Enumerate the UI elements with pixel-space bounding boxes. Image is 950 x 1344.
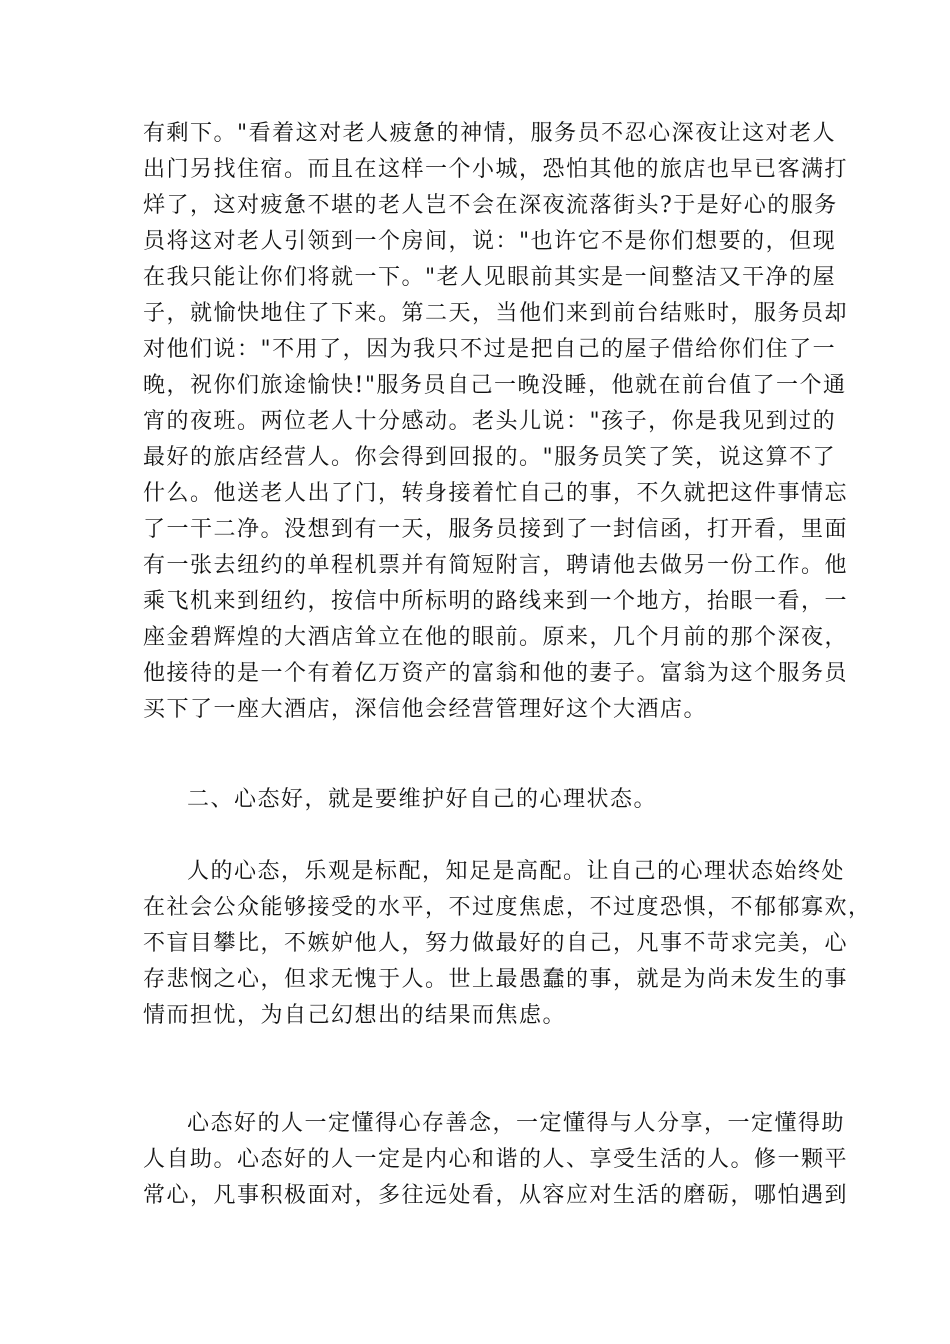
- text-line: 对他们说："不用了，因为我只不过是把自己的屋子借给你们住了一: [143, 337, 837, 362]
- text-line: 常心，凡事积极面对，多往远处看，从容应对生活的磨砺，哪怕遇到: [143, 1183, 849, 1208]
- text-line: 人自助。心态好的人一定是内心和谐的人、享受生活的人。修一颗平: [143, 1147, 849, 1172]
- text-line: 出门另找住宿。而且在这样一个小城，恐怕其他的旅店也早已客满打: [143, 157, 849, 182]
- text-line: 不盲目攀比，不嫉妒他人，努力做最好的自己，凡事不苛求完美，心: [143, 931, 849, 956]
- text-line: 有一张去纽约的单程机票并有简短附言，聘请他去做另一份工作。他: [143, 553, 849, 578]
- text-line: 什么。他送老人出了门，转身接着忙自己的事，不久就把这件事情忘: [143, 481, 849, 506]
- text-line: 烊了，这对疲惫不堪的老人岂不会在深夜流落街头?于是好心的服务: [143, 193, 838, 218]
- text-line: 在社会公众能够接受的水平，不过度焦虑，不过度恐惧，不郁郁寡欢，: [143, 895, 872, 920]
- text-line: 买下了一座大酒店，深信他会经营管理好这个大酒店。: [143, 697, 708, 722]
- text-line: 在我只能让你们将就一下。"老人见眼前其实是一间整洁又干净的屋: [143, 265, 837, 290]
- text-line: 存悲悯之心，但求无愧于人。世上最愚蠢的事，就是为尚未发生的事: [143, 967, 849, 992]
- text-line: 座金碧辉煌的大酒店耸立在他的眼前。原来，几个月前的那个深夜，: [143, 625, 849, 650]
- text-line: 乘飞机来到纽约，按信中所标明的路线来到一个地方，抬眼一看，一: [143, 589, 849, 614]
- text-line: 最好的旅店经营人。你会得到回报的。"服务员笑了笑，说这算不了: [143, 445, 837, 470]
- text-line: 了一干二净。没想到有一天，服务员接到了一封信函，打开看，里面: [143, 517, 849, 542]
- text-line: 晚，祝你们旅途愉快!"服务员自己一晚没睡，他就在前台值了一个通: [143, 373, 847, 398]
- mindset-paragraph: [143, 854, 872, 1034]
- text-line: 宵的夜班。两位老人十分感动。老头儿说："孩子，你是我见到过的: [143, 409, 837, 434]
- text-line: 员将这对老人引领到一个房间，说："也许它不是你们想要的，但现: [143, 229, 837, 254]
- good-mindset-paragraph: [143, 1106, 849, 1214]
- text-line: 他接待的是一个有着亿万资产的富翁和他的妻子。富翁为这个服务员: [143, 661, 849, 686]
- text-line: 人的心态，乐观是标配，知足是高配。让自己的心理状态始终处: [187, 859, 846, 884]
- text-line: 子，就愉快地住了下来。第二天，当他们来到前台结账时，服务员却: [143, 301, 849, 326]
- text-line: 情而担忧，为自己幻想出的结果而焦虑。: [143, 1003, 567, 1028]
- section-heading: [143, 782, 823, 818]
- text-line: 心态好的人一定懂得心存善念，一定懂得与人分享，一定懂得助: [187, 1111, 846, 1136]
- story-paragraph: [143, 116, 849, 728]
- text-line: 有剩下。"看着这对老人疲惫的神情，服务员不忍心深夜让这对老人: [143, 121, 837, 146]
- section-heading-text: 二、心态好，就是要维护好自己的心理状态。: [187, 787, 658, 812]
